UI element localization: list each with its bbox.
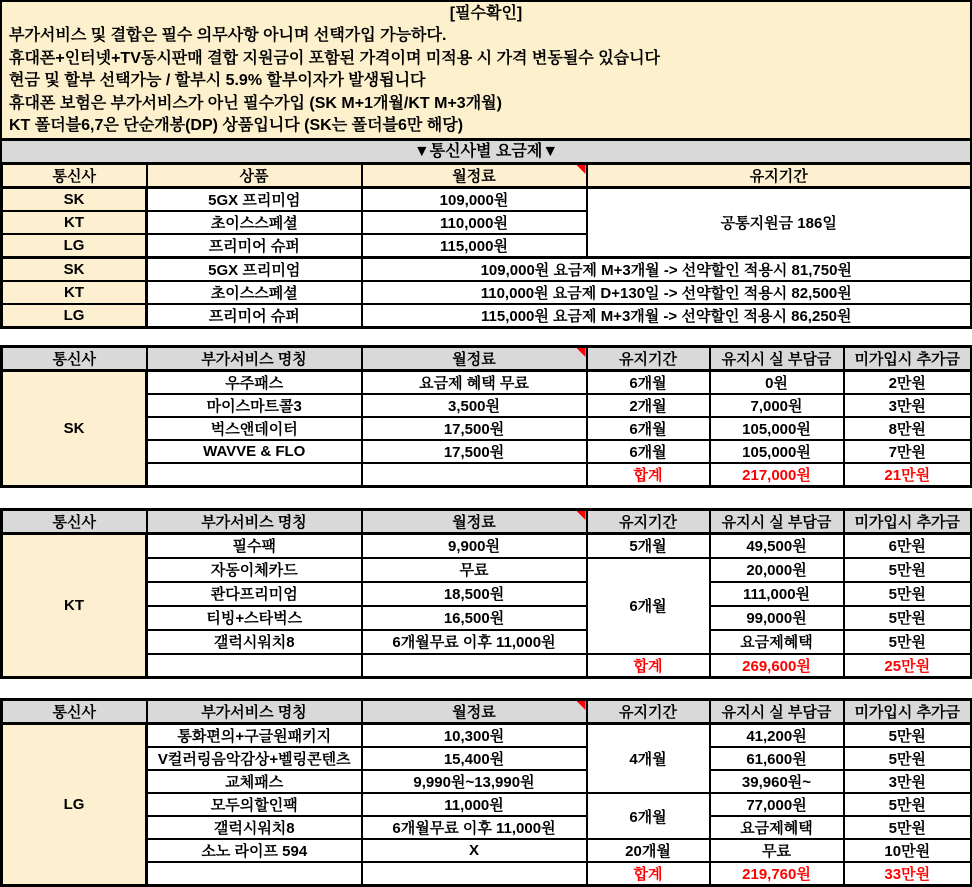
- extra-cell: 10만원: [844, 839, 972, 862]
- table-row: [2, 816, 972, 839]
- extra-cell: 5만원: [844, 747, 972, 770]
- product-cell: 프리미어 슈퍼: [147, 234, 362, 258]
- service-name-cell: 티빙+스타벅스: [147, 606, 362, 630]
- col-header-product: 상품: [147, 164, 362, 188]
- fee-cell: 요금제 혜택 무료: [362, 371, 587, 395]
- extra-cell: 7만원: [844, 440, 972, 463]
- product-cell: 프리미어 슈퍼: [147, 304, 362, 328]
- fee-cell: 11,000원: [362, 793, 587, 816]
- total-extra-cell: 33만원: [844, 862, 972, 886]
- carrier-cell: SK: [2, 258, 147, 282]
- col-header-fee-label: 월정료: [452, 351, 496, 368]
- service-name-cell: 갤럭시워치8: [147, 816, 362, 839]
- fee-cell: 115,000원: [362, 234, 587, 258]
- support-note-cell: 공통지원금 186일: [587, 188, 972, 258]
- carrier-cell: LG: [2, 304, 147, 328]
- table-row: [2, 534, 972, 558]
- table-row: [2, 188, 972, 212]
- product-cell: 초이스스페셜: [147, 281, 362, 304]
- cost-cell: 39,960원~: [710, 770, 844, 793]
- extra-cell: 5만원: [844, 724, 972, 748]
- col-header-carrier: 통신사: [2, 510, 147, 534]
- extra-cell: 5만원: [844, 816, 972, 839]
- service-name-cell: 소노 라이프 594: [147, 839, 362, 862]
- col-header-cost: 유지시 실 부담금: [710, 347, 844, 371]
- period-cell: 6개월: [587, 558, 710, 654]
- discount-detail-cell: 115,000원 요금제 M+3개월 -> 선약할인 적용시 86,250원: [362, 304, 972, 328]
- total-label-cell: 합계: [587, 862, 710, 886]
- col-header-fee-label: 월정료: [452, 704, 496, 721]
- period-cell: 2개월: [587, 394, 710, 417]
- table-row: [2, 793, 972, 816]
- table-row: [2, 440, 972, 463]
- period-cell: 6개월: [587, 371, 710, 395]
- total-label-cell: 합계: [587, 463, 710, 487]
- period-cell: 20개월: [587, 839, 710, 862]
- table-row: [2, 304, 972, 328]
- comment-indicator-icon: [577, 165, 586, 174]
- extra-cell: 5만원: [844, 582, 972, 606]
- spacer: [0, 329, 972, 345]
- cost-cell: 99,000원: [710, 606, 844, 630]
- cost-cell: 61,600원: [710, 747, 844, 770]
- service-name-cell: 통화편의+구글원패키지: [147, 724, 362, 748]
- total-row: [2, 862, 972, 886]
- fee-cell: 6개월무료 이후 11,000원: [362, 816, 587, 839]
- notice-title: [필수확인]: [449, 5, 523, 22]
- cost-cell: 20,000원: [710, 558, 844, 582]
- carrier-cell: SK: [2, 371, 147, 487]
- service-name-cell: 콴다프리미엄: [147, 582, 362, 606]
- col-header-carrier: 통신사: [2, 164, 147, 188]
- product-cell: 5GX 프리미엄: [147, 188, 362, 212]
- empty-cell: [147, 463, 362, 487]
- fee-cell: 9,990원~13,990원: [362, 770, 587, 793]
- cost-cell: 41,200원: [710, 724, 844, 748]
- extra-cell: 5만원: [844, 793, 972, 816]
- fee-cell: X: [362, 839, 587, 862]
- table-header-row: [2, 510, 972, 534]
- empty-cell: [362, 862, 587, 886]
- extra-cell: 8만원: [844, 417, 972, 440]
- cost-cell: 49,500원: [710, 534, 844, 558]
- section-banner: ▼통신사별 요금제▼: [0, 141, 972, 162]
- table-row: [2, 630, 972, 654]
- notice-line: KT 폴더블6,7은 단순개봉(DP) 상품입니다 (SK는 폴더블6만 해당): [9, 117, 464, 135]
- fee-cell: 110,000원: [362, 211, 587, 234]
- col-header-extra: 미가입시 추가금: [844, 510, 972, 534]
- spacer: [0, 679, 972, 698]
- product-cell: 5GX 프리미엄: [147, 258, 362, 282]
- discount-detail-cell: 110,000원 요금제 D+130일 -> 선약할인 적용시 82,500원: [362, 281, 972, 304]
- col-header-fee-label: 월정료: [452, 514, 496, 531]
- lg-addon-table: [0, 698, 972, 887]
- extra-cell: 3만원: [844, 394, 972, 417]
- cost-cell: 77,000원: [710, 793, 844, 816]
- total-label-cell: 합계: [587, 654, 710, 678]
- period-cell: 4개월: [587, 724, 710, 794]
- notice-block: [0, 0, 972, 141]
- service-name-cell: 갤럭시워치8: [147, 630, 362, 654]
- plan-table: [0, 162, 972, 329]
- carrier-cell: LG: [2, 234, 147, 258]
- fee-cell: 18,500원: [362, 582, 587, 606]
- fee-cell: 17,500원: [362, 440, 587, 463]
- extra-cell: 5만원: [844, 558, 972, 582]
- fee-cell: 16,500원: [362, 606, 587, 630]
- total-row: [2, 463, 972, 487]
- sk-addon-table: [0, 345, 972, 488]
- fee-cell: 10,300원: [362, 724, 587, 748]
- cost-cell: 111,000원: [710, 582, 844, 606]
- extra-cell: 5만원: [844, 606, 972, 630]
- cost-cell: 105,000원: [710, 417, 844, 440]
- col-header-carrier: 통신사: [2, 347, 147, 371]
- col-header-cost: 유지시 실 부담금: [710, 700, 844, 724]
- fee-cell: 무료: [362, 558, 587, 582]
- fee-cell: 17,500원: [362, 417, 587, 440]
- service-name-cell: V컬러링음악감상+벨링콘텐츠: [147, 747, 362, 770]
- col-header-cost: 유지시 실 부담금: [710, 510, 844, 534]
- total-cost-cell: 269,600원: [710, 654, 844, 678]
- col-header-fee-label: 월정료: [452, 168, 496, 185]
- col-header-period: 유지기간: [587, 510, 710, 534]
- total-cost-cell: 219,760원: [710, 862, 844, 886]
- service-name-cell: 마이스마트콜3: [147, 394, 362, 417]
- table-row: [2, 394, 972, 417]
- extra-cell: 5만원: [844, 630, 972, 654]
- cost-cell: 0원: [710, 371, 844, 395]
- service-name-cell: 필수팩: [147, 534, 362, 558]
- service-name-cell: WAVVE & FLO: [147, 440, 362, 463]
- col-header-name: 부가서비스 명칭: [147, 700, 362, 724]
- table-row: [2, 281, 972, 304]
- col-header-extra: 미가입시 추가금: [844, 700, 972, 724]
- table-row: [2, 371, 972, 395]
- service-name-cell: 벅스앤데이터: [147, 417, 362, 440]
- table-row: [2, 839, 972, 862]
- total-extra-cell: 25만원: [844, 654, 972, 678]
- notice-line: 현금 및 할부 선택가능 / 할부시 5.9% 할부이자가 발생됩니다: [9, 72, 426, 90]
- table-header-row: [2, 164, 972, 188]
- comment-indicator-icon: [577, 511, 586, 520]
- col-header-fee: [362, 510, 587, 534]
- col-header-name: 부가서비스 명칭: [147, 347, 362, 371]
- period-cell: 6개월: [587, 440, 710, 463]
- col-header-name: 부가서비스 명칭: [147, 510, 362, 534]
- carrier-cell: LG: [2, 724, 147, 886]
- carrier-cell: KT: [2, 211, 147, 234]
- service-name-cell: 자동이체카드: [147, 558, 362, 582]
- fee-cell: 3,500원: [362, 394, 587, 417]
- carrier-cell: KT: [2, 281, 147, 304]
- empty-cell: [147, 862, 362, 886]
- comment-indicator-icon: [577, 348, 586, 357]
- service-name-cell: 우주패스: [147, 371, 362, 395]
- cost-cell: 105,000원: [710, 440, 844, 463]
- cost-cell: 요금제혜택: [710, 630, 844, 654]
- col-header-fee: [362, 164, 587, 188]
- col-header-period: 유지기간: [587, 164, 972, 188]
- fee-cell: 15,400원: [362, 747, 587, 770]
- comment-indicator-icon: [577, 701, 586, 710]
- fee-cell: 6개월무료 이후 11,000원: [362, 630, 587, 654]
- extra-cell: 6만원: [844, 534, 972, 558]
- col-header-extra: 미가입시 추가금: [844, 347, 972, 371]
- period-cell: 6개월: [587, 793, 710, 839]
- service-name-cell: 교체패스: [147, 770, 362, 793]
- table-row: [2, 582, 972, 606]
- extra-cell: 2만원: [844, 371, 972, 395]
- period-cell: 6개월: [587, 417, 710, 440]
- table-row: [2, 747, 972, 770]
- col-header-period: 유지기간: [587, 700, 710, 724]
- total-cost-cell: 217,000원: [710, 463, 844, 487]
- col-header-fee: [362, 347, 587, 371]
- empty-cell: [362, 463, 587, 487]
- fee-cell: 109,000원: [362, 188, 587, 212]
- col-header-carrier: 통신사: [2, 700, 147, 724]
- table-row: [2, 417, 972, 440]
- table-row: [2, 258, 972, 282]
- spacer: [0, 488, 972, 508]
- cost-cell: 무료: [710, 839, 844, 862]
- total-row: [2, 654, 972, 678]
- carrier-cell: SK: [2, 188, 147, 212]
- table-header-row: [2, 347, 972, 371]
- kt-addon-table: [0, 508, 972, 679]
- extra-cell: 3만원: [844, 770, 972, 793]
- total-extra-cell: 21만원: [844, 463, 972, 487]
- table-row: [2, 770, 972, 793]
- table-header-row: [2, 700, 972, 724]
- carrier-cell: KT: [2, 534, 147, 678]
- discount-detail-cell: 109,000원 요금제 M+3개월 -> 선약할인 적용시 81,750원: [362, 258, 972, 282]
- empty-cell: [362, 654, 587, 678]
- notice-line: 부가서비스 및 결합은 필수 의무사항 아니며 선택가입 가능하다.: [9, 27, 447, 45]
- period-cell: 5개월: [587, 534, 710, 558]
- col-header-period: 유지기간: [587, 347, 710, 371]
- fee-cell: 9,900원: [362, 534, 587, 558]
- cost-cell: 요금제혜택: [710, 816, 844, 839]
- empty-cell: [147, 654, 362, 678]
- table-row: [2, 606, 972, 630]
- table-row: [2, 724, 972, 748]
- notice-line: 휴대폰+인터넷+TV동시판매 결합 지원금이 포함된 가격이며 미적용 시 가격 변동될수 있습니다: [9, 49, 661, 67]
- table-row: [2, 558, 972, 582]
- service-name-cell: 모두의할인팩: [147, 793, 362, 816]
- notice-line: 휴대폰 보험은 부가서비스가 아닌 필수가입 (SK M+1개월/KT M+3개월): [9, 94, 502, 112]
- product-cell: 초이스스페셜: [147, 211, 362, 234]
- col-header-fee: [362, 700, 587, 724]
- cost-cell: 7,000원: [710, 394, 844, 417]
